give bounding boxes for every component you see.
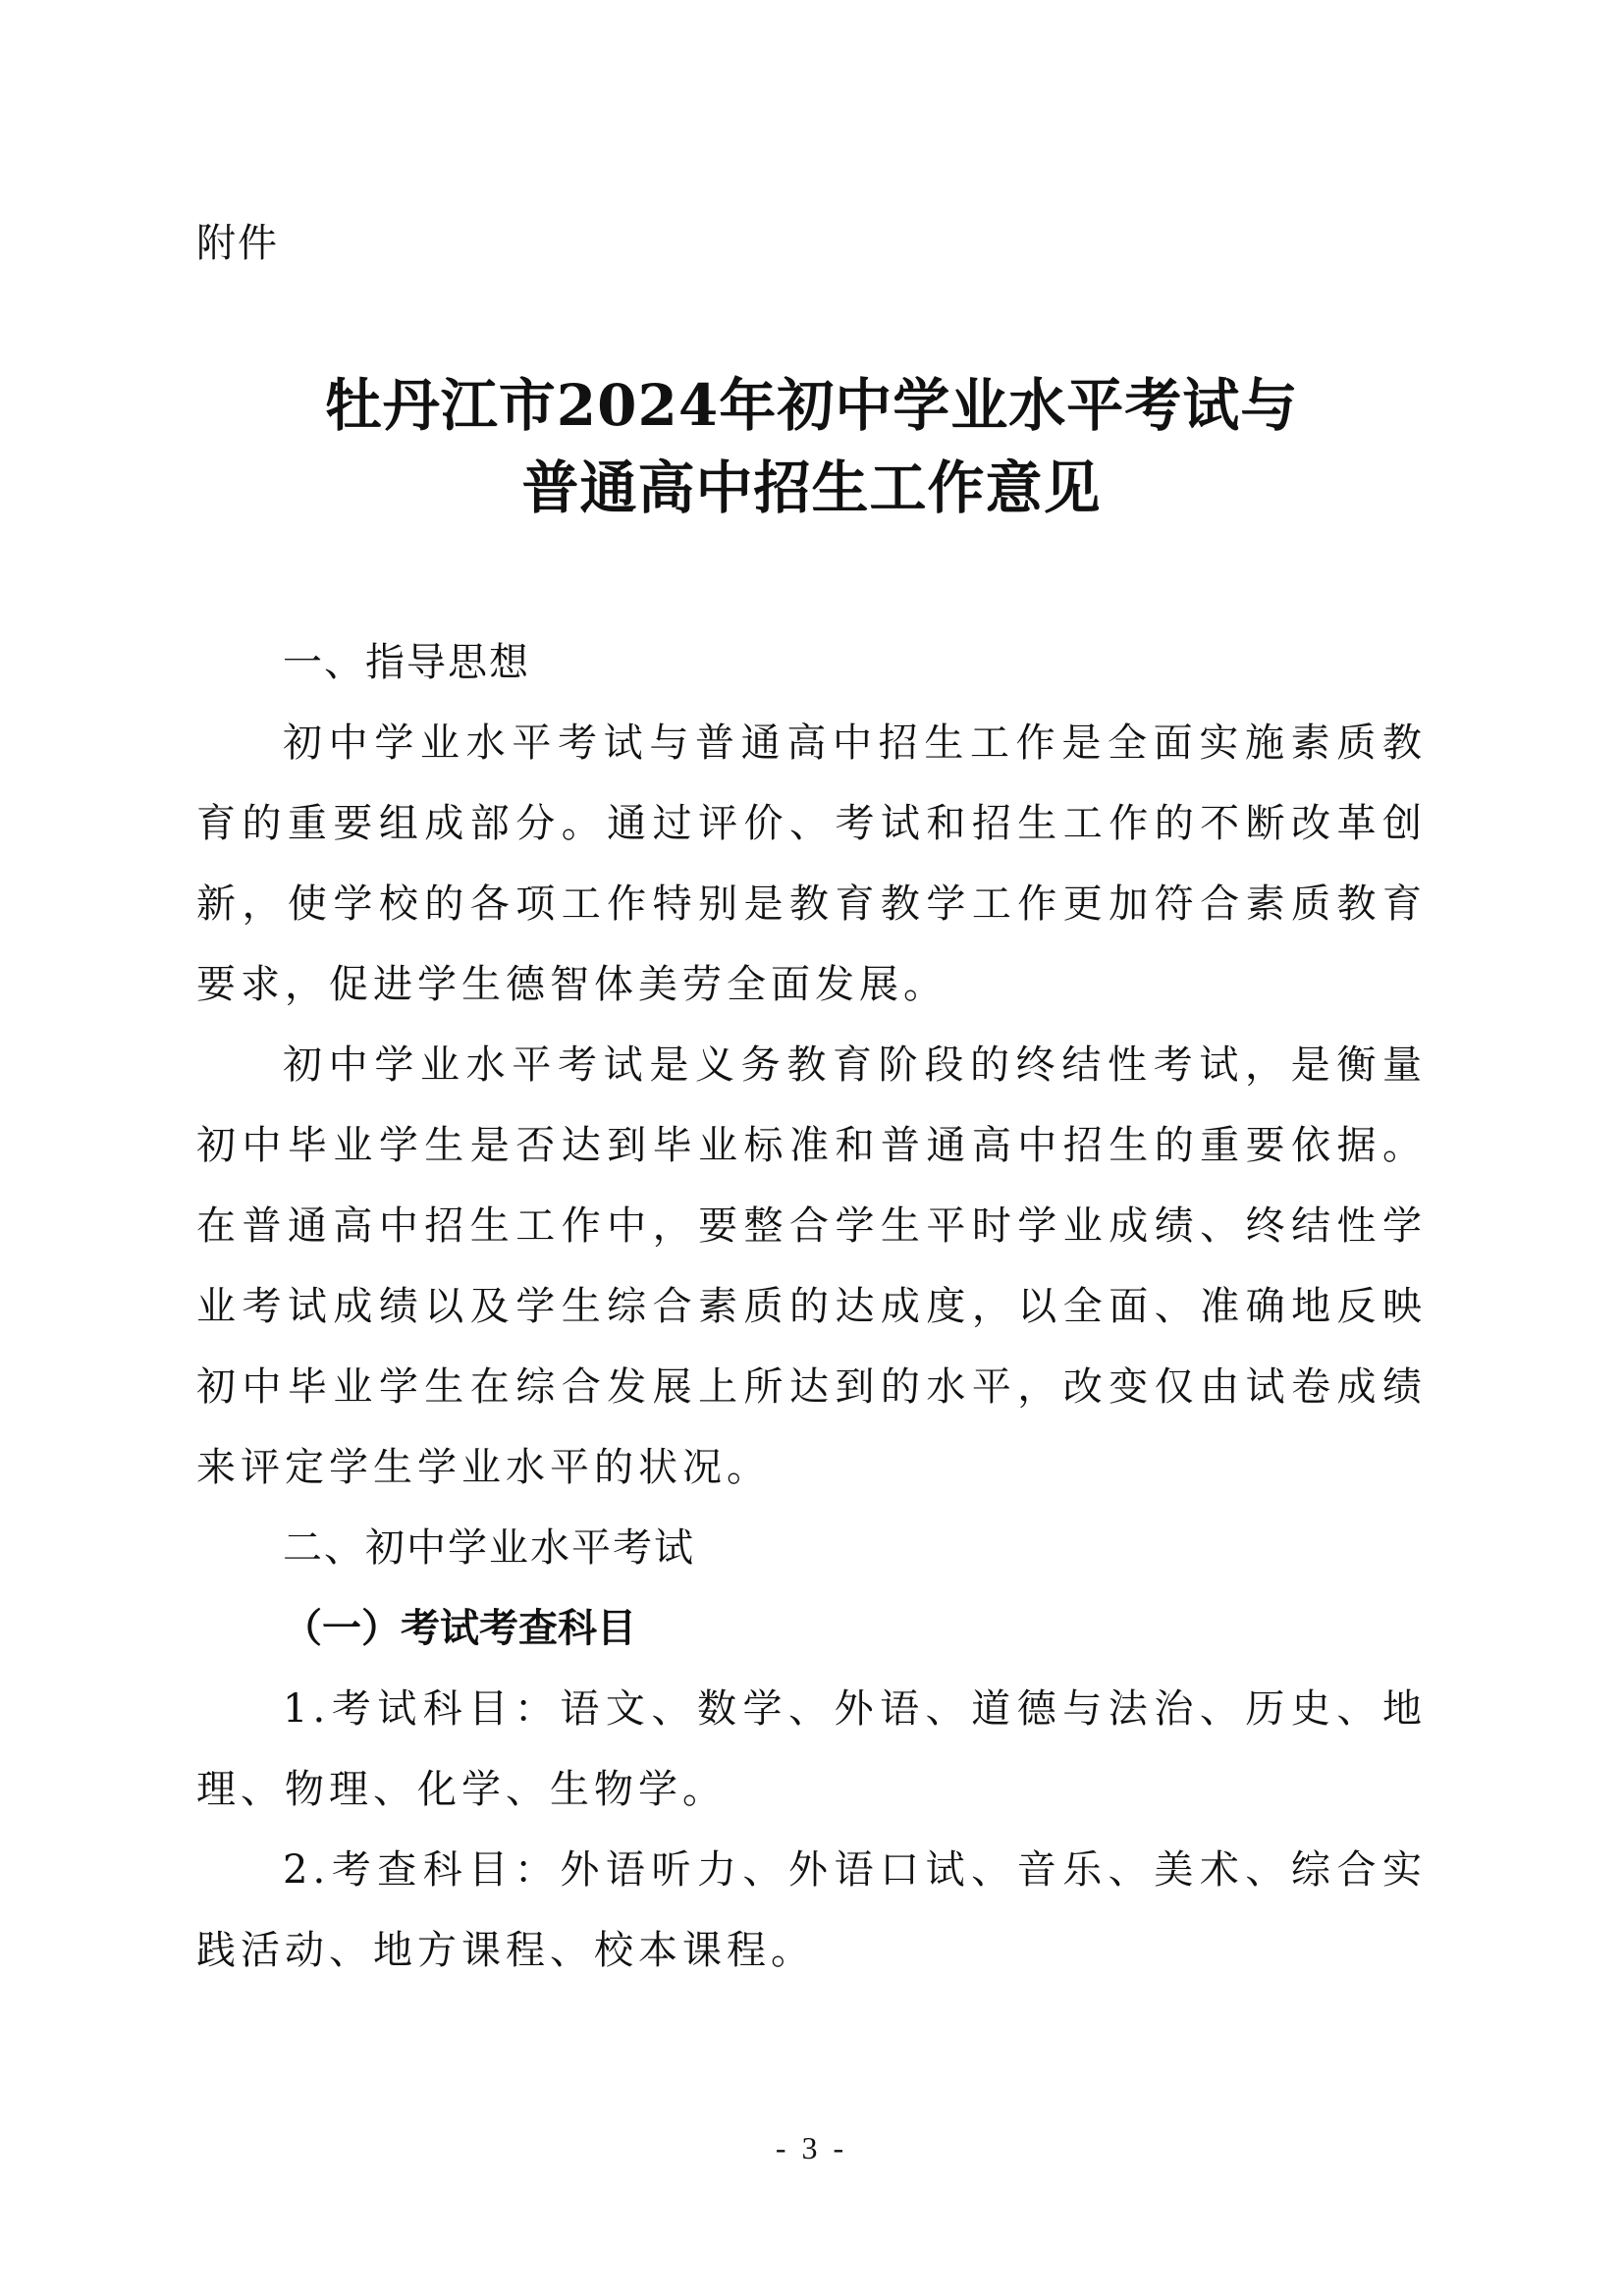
document-title-line-2: 普通高中招生工作意见 [521,454,1102,521]
document-body [196,622,1427,1991]
document-title-line-1: 牡丹江市2024年初中学业水平考试与 [324,372,1299,439]
attachment-label: 附件 [196,221,279,266]
paragraph-2: 初中学业水平考试是义务教育阶段的终结性考试，是衡量初中毕业学生是否达到毕业标准和普通高中招生的重要依据。在普通高中招生工作中，要整合学生平时学业成绩、终结性学业考试成绩以及学生综合素质的达成度，以全面、准确地反映初中毕业学生在综合发展上所达到的水平，改变仅由试卷成绩来评定学生学业水平的状况。 [196,1042,1427,1490]
subsection-heading-subjects: （一）考试考查科目 [283,1605,636,1651]
list-item-exam-subjects: 1.考试科目：语文、数学、外语、道德与法治、历史、地理、物理、化学、生物学。 [196,1686,1427,1812]
section-heading-guiding-ideology: 一、指导思想 [283,640,530,685]
paragraph-1: 初中学业水平考试与普通高中招生工作是全面实施素质教育的重要组成部分。通过评价、考试和招生工作的不断改革创新，使学校的各项工作特别是教育教学工作更加符合素质教育要求，促进学生德智体美劳全面发展。 [196,721,1427,1007]
list-item-assessment-subjects: 2.考查科目：外语听力、外语口试、音乐、美术、综合实践活动、地方课程、校本课程。 [196,1847,1427,1973]
page-number: - 3 - [775,2130,848,2165]
section-heading-academic-exam: 二、初中学业水平考试 [283,1525,695,1571]
